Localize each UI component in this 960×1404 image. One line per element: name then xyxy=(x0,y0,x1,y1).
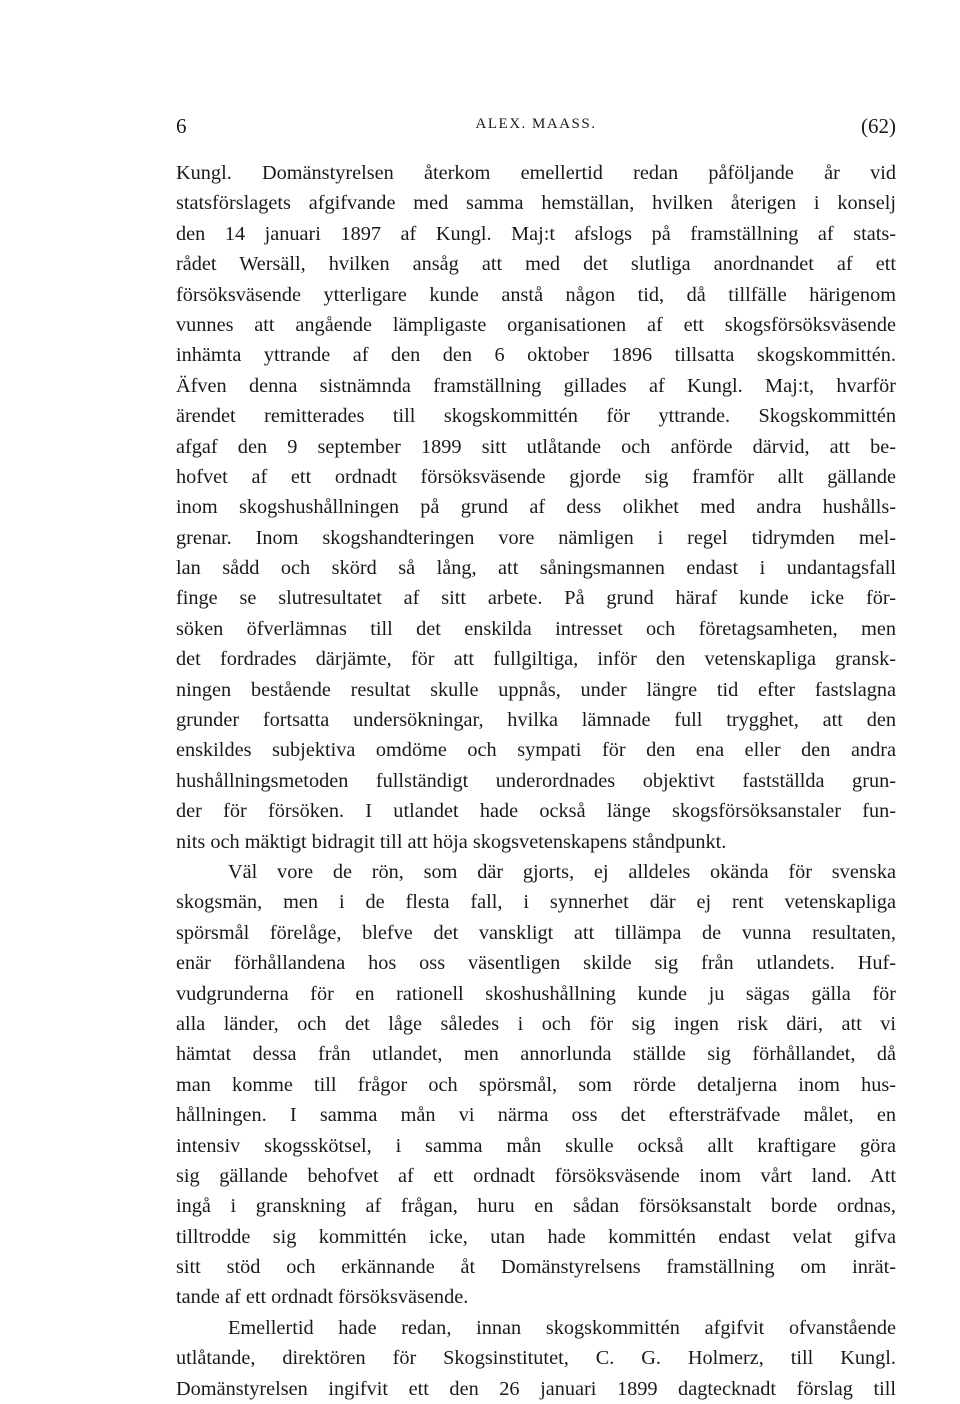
page-number: 6 xyxy=(176,114,187,138)
text-line: sig gällande behofvet af ett ordnadt försöksväsende inom vårt land. Att xyxy=(176,1164,896,1187)
page-reference: (62) xyxy=(861,114,896,138)
text-line: ningen bestående resultat skulle uppnås, under längre tid efter fastslagna xyxy=(176,678,896,701)
text-line: der för försöken. I utlandet hade också länge skogsförsöksanstaler fun- xyxy=(176,800,896,823)
text-line: den 14 januari 1897 af Kungl. Maj:t afslogs på framställning af stats- xyxy=(176,222,896,245)
running-head xyxy=(176,114,896,148)
text-line: skogsmän, men i de flesta fall, i synnerhet där ej rent vetenskapliga xyxy=(176,891,896,914)
text-line: rådet Wersäll, hvilken ansåg att med det slutliga anordnandet af ett xyxy=(176,253,896,276)
text-line: nits och mäktigt bidragit till att höja skogsvetenskapens ståndpunkt. xyxy=(176,830,727,853)
text-line: grenar. Inom skogshandteringen vore nämligen i regel tidrymden mel- xyxy=(176,526,896,549)
text-line: man komme till frågor och spörsmål, som rörde detaljerna inom hus- xyxy=(176,1073,896,1096)
text-line: tande af ett ordnadt försöksväsende. xyxy=(176,1286,469,1309)
text-line: hämtat dessa från utlandet, men annorlunda ställde sig förhållandet, då xyxy=(176,1043,896,1066)
text-line: enskildes subjektiva omdöme och sympati för den ena eller den andra xyxy=(176,739,896,762)
text-line: grunder fortsatta undersökningar, hvilka lämnade full trygghet, att den xyxy=(176,709,896,732)
text-line: statsförslagets afgifvande med samma hemställan, hvilken återigen i konselj xyxy=(176,192,896,215)
text-line: afgaf den 9 september 1899 sitt utlåtande och anförde därvid, att be- xyxy=(176,435,896,458)
text-line: Väl vore de rön, som där gjorts, ej alldeles okända för svenska xyxy=(228,860,896,883)
text-line: vudgrunderna för en rationell skoshushållning kunde ju sägas gälla för xyxy=(176,982,896,1005)
text-line: finge se slutresultatet af sitt arbete. På grund häraf kunde icke för- xyxy=(176,587,896,610)
text-line: spörsmål förelåge, blefve det vanskligt att tillämpa de vunna resultaten, xyxy=(176,921,896,944)
text-line: inhämta yttrande af den den 6 oktober 1896 tillsatta skogskommittén. xyxy=(176,344,896,367)
text-line: vunnes att angående lämpligaste organisationen af ett skogsförsöksväsende xyxy=(176,313,896,336)
text-line: hushållningsmetoden fullständigt underordnades objektivt fastställda grun- xyxy=(176,769,896,792)
text-line: lan sådd och skörd så lång, att såningsmannen endast i undantagsfall xyxy=(176,557,896,580)
text-line: söken öfverlämnas till det enskilda intresset och företagsamheten, men xyxy=(176,617,896,640)
text-line: försöksväsende ytterligare kunde anstå någon tid, då tillfälle härigenom xyxy=(176,283,896,306)
text-line: ärendet remitterades till skogskommittén för yttrande. Skogskommittén xyxy=(176,405,896,428)
running-title: ALEX. MAASS. xyxy=(475,116,597,132)
body-text xyxy=(176,158,896,1404)
book-page xyxy=(176,114,896,1404)
text-line: utlåtande, direktören för Skogsinstitutet, C. G. Holmerz, till Kungl. xyxy=(176,1347,896,1370)
text-line: Kungl. Domänstyrelsen återkom emellertid redan påföljande år vid xyxy=(176,162,896,184)
text-line: hållningen. I samma mån vi närma oss det eftersträfvade målet, en xyxy=(176,1104,896,1127)
text-line: inom skogshushållningen på grund af dess olikhet med andra hushålls- xyxy=(176,496,896,519)
text-line: sitt stöd och erkännande åt Domänstyrelsens framställning om inrät- xyxy=(176,1256,896,1279)
text-line: ingå i granskning af frågan, huru en sådan försöksanstalt borde ordnas, xyxy=(176,1195,896,1218)
text-line: enär förhållandena hos oss väsentligen skilde sig från utlandets. Huf- xyxy=(176,952,896,975)
text-line: alla länder, och det låge således i och för sig ingen risk däri, att vi xyxy=(176,1012,896,1035)
text-line: Emellertid hade redan, innan skogskommittén afgifvit ofvanstående xyxy=(228,1316,896,1339)
text-line: hofvet af ett ordnadt försöksväsende gjorde sig framför allt gällande xyxy=(176,465,896,488)
text-line: Äfven denna sistnämnda framställning gillades af Kungl. Maj:t, hvarför xyxy=(176,374,896,397)
text-line: tilltrodde sig kommittén icke, utan hade kommittén endast velat gifva xyxy=(176,1225,896,1248)
text-line: intensiv skogsskötsel, i samma mån skulle också allt kraftigare göra xyxy=(176,1134,896,1157)
text-line: Domänstyrelsen ingifvit ett den 26 januari 1899 dagtecknadt förslag till xyxy=(176,1377,896,1400)
text-line: det fordrades därjämte, för att fullgiltiga, inför den vetenskapliga gransk- xyxy=(176,648,896,671)
